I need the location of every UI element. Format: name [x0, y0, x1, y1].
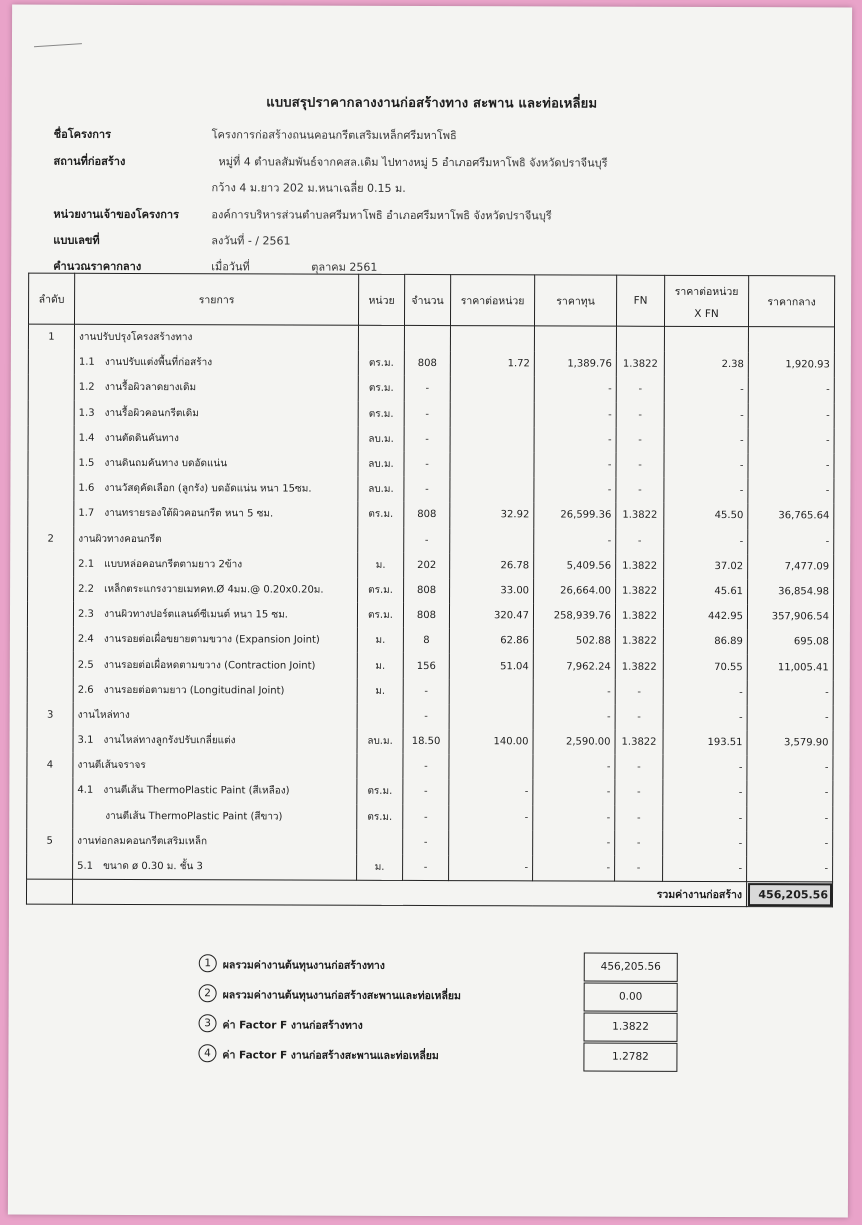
seq-cell [27, 627, 73, 652]
item-row [27, 602, 833, 630]
item-cell [73, 778, 357, 804]
item-cell [74, 476, 358, 502]
seq-cell [27, 854, 73, 880]
item-text: งานปรับแต่งพื้นที่ก่อสร้าง [104, 357, 213, 369]
item-number: 2.6 [77, 684, 94, 696]
fn-cell: 1.3822 [616, 503, 664, 528]
item-number: 1.3 [78, 407, 95, 419]
total-value: 456,205.56 [746, 882, 832, 907]
cost-cell: - [533, 780, 615, 805]
qty-cell: 808 [403, 603, 449, 628]
unit-price-cell [450, 376, 534, 401]
summary-value: 1.2782 [583, 1043, 677, 1072]
unit-cell: ม. [357, 628, 403, 653]
price-fn-cell: - [663, 705, 747, 730]
qty-cell: 202 [404, 553, 450, 578]
mid-price-cell: - [748, 478, 834, 503]
fn-cell: - [616, 478, 664, 503]
cost-cell: 7,962.24 [533, 654, 615, 679]
price-fn-cell: - [663, 856, 747, 882]
unit-price-cell: 32.92 [450, 502, 534, 527]
cost-cell: 2,590.00 [533, 729, 615, 754]
item-text: งานทรายรองใต้ผิวคอนกรีต หนา 5 ซม. [104, 508, 274, 520]
unit-cell [358, 325, 404, 351]
qty-cell: 8 [403, 628, 449, 653]
section-title: งานไหล่ทาง [73, 703, 357, 729]
seq-cell [27, 728, 73, 753]
section-title: งานตีเส้นจราจร [73, 753, 357, 779]
unit-cell: ตร.ม. [358, 401, 404, 426]
unit-cell: ม. [357, 855, 403, 881]
price-fn-cell: - [664, 402, 748, 427]
mid-price-cell: 3,579.90 [747, 730, 833, 755]
item-text: งานตีเส้น ThermoPlastic Paint (สีเหลือง) [103, 785, 290, 797]
fn-cell: 1.3822 [616, 579, 664, 604]
fn-cell: - [616, 528, 664, 553]
total-label: รวมค่างานก่อสร้าง [72, 879, 746, 906]
qty-cell: - [404, 527, 450, 552]
mid-price-cell: - [747, 831, 833, 856]
unit-price-cell: - [449, 855, 533, 881]
mid-price-cell: - [748, 453, 834, 478]
cost-cell: - [534, 477, 616, 502]
price-fn-cell: - [663, 679, 747, 704]
mid-price-cell: 695.08 [747, 629, 833, 654]
cost-table [26, 273, 835, 908]
item-cell [73, 677, 357, 703]
mid-price-cell: - [748, 403, 834, 428]
fn-cell: - [615, 830, 663, 855]
total-row [26, 879, 832, 907]
fn-cell: 1.3822 [615, 629, 663, 654]
price-fn-cell [664, 326, 748, 352]
item-cell [74, 501, 358, 527]
fn-cell: 1.3822 [616, 553, 664, 578]
fn-cell: - [616, 377, 664, 402]
header-price-fn-line1: ราคาต่อหน่วย [674, 285, 739, 298]
fn-cell [616, 326, 664, 352]
seq-cell [28, 551, 74, 576]
unit-price-cell: 62.86 [449, 628, 533, 653]
item-cell [73, 627, 357, 653]
item-cell [73, 728, 357, 754]
price-fn-cell: - [663, 805, 747, 830]
seq-cell [28, 451, 74, 476]
item-number: 5.1 [77, 860, 94, 872]
fn-cell: - [615, 755, 663, 780]
qty-cell: 808 [404, 578, 450, 603]
mid-price-cell: 36,854.98 [748, 579, 834, 604]
item-text: งานวัสดุคัดเลือก (ลูกรัง) บดอัดแน่น หนา 15ซม. [104, 483, 312, 495]
header-unit: หน่วย [358, 274, 404, 325]
fn-cell: - [615, 805, 663, 830]
price-fn-cell: 193.51 [663, 730, 747, 755]
circled-number: 2 [199, 984, 217, 1002]
item-text: งานตัดดินคันทาง [104, 432, 179, 444]
summary-value: 1.3822 [583, 1013, 677, 1042]
unit-cell: ลบ.ม. [357, 729, 403, 754]
item-row [28, 576, 834, 604]
unit-price-cell: - [449, 805, 533, 830]
item-text: แบบหล่อคอนกรีตตามยาว 2ข้าง [104, 558, 243, 571]
mid-price-cell: 357,906.54 [747, 604, 833, 629]
document-page [8, 5, 852, 1218]
item-row [27, 652, 833, 680]
unit-cell [358, 527, 404, 552]
item-cell [74, 551, 358, 577]
fn-cell: - [615, 704, 663, 729]
qty-cell: - [403, 804, 449, 829]
seq-cell: 3 [27, 702, 73, 727]
unit-cell [357, 704, 403, 729]
item-number: 1.1 [78, 357, 95, 369]
unit-cell: ตร.ม. [357, 603, 403, 628]
price-fn-cell: 45.50 [664, 503, 748, 528]
unit-price-cell [450, 452, 534, 477]
unit-price-cell: 320.47 [449, 603, 533, 628]
header-cost: ราคาทุน [534, 275, 616, 326]
unit-price-cell [449, 679, 533, 704]
qty-cell: - [403, 754, 449, 779]
fn-cell: 1.3822 [616, 352, 664, 377]
item-text: งานรอยต่อตามยาว (Longitudinal Joint) [103, 684, 285, 697]
unit-price-cell [449, 704, 533, 729]
circled-number: 3 [199, 1014, 217, 1032]
location-label: สถานที่ก่อสร้าง [53, 154, 126, 168]
item-number: 2.2 [78, 583, 94, 595]
seq-cell [28, 425, 74, 450]
mid-price-cell: 11,005.41 [747, 655, 833, 680]
item-cell [73, 602, 357, 628]
seq-cell [27, 602, 73, 627]
unit-cell: ตร.ม. [358, 502, 404, 527]
item-row [27, 854, 833, 883]
item-text: งานรื้อผิวลาดยางเดิม [104, 382, 197, 394]
price-fn-cell: 70.55 [663, 654, 747, 679]
qty-cell: - [403, 779, 449, 804]
price-fn-cell: - [663, 831, 747, 856]
mid-price-cell: - [747, 705, 833, 730]
unit-cell: ม. [357, 653, 403, 678]
header-mid-price: ราคากลาง [748, 276, 834, 327]
item-row [28, 425, 834, 453]
seq-cell [27, 778, 73, 803]
item-cell [74, 577, 358, 603]
cost-cell: - [534, 427, 616, 452]
unit-price-cell: 1.72 [450, 351, 534, 376]
section-title: งานผิวทางคอนกรีต [74, 526, 358, 552]
plan-value: ลงวันที่ - / 2561 [211, 234, 291, 248]
unit-price-cell [449, 830, 533, 855]
mid-price-cell: 7,477.09 [748, 554, 834, 579]
item-text: งานไหล่ทางลูกรังปรับเกลี่ยแต่ง [103, 734, 236, 747]
item-number: 1.4 [78, 432, 95, 444]
qty-cell: - [403, 830, 449, 855]
item-number: 2.1 [78, 558, 95, 570]
seq-cell [27, 677, 73, 702]
owner-label: หน่วยงานเจ้าของโครงการ [53, 207, 180, 222]
unit-cell: ลบ.ม. [358, 477, 404, 502]
item-row [28, 501, 834, 529]
item-number: 1.5 [78, 457, 95, 469]
header-price-fn [664, 275, 748, 326]
unit-price-cell: 26.78 [450, 553, 534, 578]
item-cell [74, 400, 358, 426]
fn-cell: - [615, 679, 663, 704]
mid-price-cell [748, 327, 834, 353]
section-row [27, 702, 833, 730]
fn-cell: - [616, 402, 664, 427]
item-row [27, 627, 833, 655]
item-row [28, 551, 834, 579]
mid-price-cell: - [747, 806, 833, 831]
price-fn-cell: - [664, 478, 748, 503]
cost-cell: - [533, 704, 615, 729]
unit-cell: ตร.ม. [358, 376, 404, 401]
calc-value: เมื่อวันที่ [211, 260, 250, 274]
unit-cell [357, 829, 403, 854]
seq-cell [28, 476, 74, 501]
unit-cell: ตร.ม. [357, 804, 403, 829]
price-fn-cell: 442.95 [663, 604, 747, 629]
unit-cell: ตร.ม. [358, 578, 404, 603]
seq-cell [27, 803, 73, 828]
item-cell [74, 350, 358, 376]
cost-cell: 26,664.00 [534, 578, 616, 603]
price-fn-cell: - [663, 755, 747, 780]
fn-cell: 1.3822 [615, 654, 663, 679]
mid-price-cell: 1,920.93 [748, 352, 834, 377]
unit-cell: ลบ.ม. [358, 426, 404, 451]
qty-cell: 18.50 [403, 729, 449, 754]
qty-cell: - [404, 376, 450, 401]
item-text: ขนาด ø 0.30 ม. ชั้น 3 [103, 860, 203, 873]
item-row [27, 728, 833, 756]
plan-label: แบบเลขที่ [53, 233, 100, 247]
cost-cell: 502.88 [533, 629, 615, 654]
price-fn-cell: - [664, 377, 748, 402]
mid-price-cell: - [747, 856, 833, 882]
seq-cell [27, 652, 73, 677]
section-row [27, 753, 833, 781]
item-number: 2.4 [77, 634, 94, 646]
calc-date: ตุลาคม 2561 [311, 260, 378, 274]
qty-cell: - [404, 427, 450, 452]
qty-cell [404, 325, 450, 351]
seq-cell [28, 375, 74, 400]
unit-price-cell [450, 528, 534, 553]
price-fn-cell: - [664, 528, 748, 553]
cost-cell: - [533, 830, 615, 855]
qty-cell: - [403, 679, 449, 704]
fn-cell: - [616, 427, 664, 452]
section-row [28, 324, 834, 353]
fn-cell: - [616, 453, 664, 478]
calc-label: คำนวณราคากลาง [53, 259, 142, 273]
item-text: งานดินถมคันทาง บดอัดแน่น [104, 457, 228, 470]
price-fn-cell: - [664, 428, 748, 453]
header-item: รายการ [74, 273, 358, 325]
seq-cell [28, 576, 74, 601]
seq-cell [28, 501, 74, 526]
cost-cell: - [533, 855, 615, 881]
seq-cell: 4 [27, 753, 73, 778]
qty-cell: - [403, 855, 449, 881]
item-row [28, 350, 834, 378]
unit-price-cell [450, 326, 534, 352]
cost-cell: 258,939.76 [533, 603, 615, 628]
cost-cell: - [534, 528, 616, 553]
price-fn-cell: - [663, 780, 747, 805]
item-cell [74, 375, 358, 401]
summary-label: ค่า Factor F งานก่อสร้างทาง [222, 1019, 363, 1032]
cost-cell: - [534, 402, 616, 427]
item-row [27, 803, 833, 831]
header-fn: FN [616, 275, 664, 326]
unit-cell: ม. [358, 552, 404, 577]
project-value: โครงการก่อสร้างถนนคอนกรีตเสริมเหล็กศรีมหาโพธิ [211, 128, 457, 143]
cost-cell: - [534, 377, 616, 402]
unit-price-cell [449, 754, 533, 779]
seq-cell [28, 400, 74, 425]
cost-cell: - [533, 805, 615, 830]
cost-cell: - [534, 452, 616, 477]
mid-price-cell: - [748, 529, 834, 554]
unit-cell: ลบ.ม. [358, 452, 404, 477]
unit-price-cell: 140.00 [449, 729, 533, 754]
fn-cell: 1.3822 [615, 730, 663, 755]
item-cell [74, 451, 358, 477]
pen-mark [34, 43, 82, 47]
item-number: 1.7 [78, 508, 95, 520]
cost-cell: - [533, 679, 615, 704]
section-title: งานท่อกลมคอนกรีตเสริมเหล็ก [73, 829, 357, 855]
qty-cell: - [404, 477, 450, 502]
unit-price-cell [450, 477, 534, 502]
summary-value: 456,205.56 [584, 953, 678, 982]
qty-cell: 808 [404, 351, 450, 376]
summary-label: ผลรวมค่างานต้นทุนงานก่อสร้างทาง [222, 959, 385, 972]
price-fn-cell: - [664, 453, 748, 478]
project-label: ชื่อโครงการ [53, 127, 112, 141]
item-row [27, 778, 833, 806]
header-qty: จำนวน [404, 274, 450, 325]
owner-value: องค์การบริหารส่วนตำบลศรีมหาโพธิ อำเภอศรีมหาโพธิ จังหวัดปราจีนบุรี [211, 208, 552, 223]
qty-cell: 156 [403, 653, 449, 678]
qty-cell: - [403, 704, 449, 729]
unit-price-cell: - [449, 779, 533, 804]
header-seq: ลำดับ [28, 273, 74, 324]
item-row [28, 476, 834, 504]
summary-label: ค่า Factor F งานก่อสร้างสะพานและท่อเหลี่ยม [222, 1049, 439, 1063]
unit-price-cell: 33.00 [450, 578, 534, 603]
fn-cell: - [615, 856, 663, 882]
header-price-fn-line2: X FN [694, 307, 719, 320]
mid-price-cell: 36,765.64 [748, 503, 834, 528]
section-row [28, 526, 834, 554]
location-value: หมู่ที่ 4 ตำบลสัมพันธ์จากคสล.เดิม ไปทางหมู่ 5 อำเภอศรีมหาโพธิ จังหวัดปราจีนบุรี [218, 155, 608, 170]
item-number: 4.1 [77, 785, 94, 797]
price-fn-cell: 45.61 [664, 579, 748, 604]
circled-number: 1 [199, 954, 217, 972]
section-row [27, 828, 833, 856]
cost-cell: - [533, 755, 615, 780]
header-unit-price: ราคาต่อหน่วย [450, 275, 534, 326]
unit-price-cell [450, 427, 534, 452]
qty-cell: - [404, 401, 450, 426]
mid-price-cell: - [747, 755, 833, 780]
item-row [28, 400, 834, 428]
item-text: เหล็กตระแกรงวายเมทคท.Ø 4มม.@ 0.20x0.20ม. [104, 583, 324, 596]
fn-cell: - [615, 780, 663, 805]
seq-cell: 1 [28, 324, 74, 350]
item-text: งานผิวทางปอร์ตแลนด์ซีเมนต์ หนา 15 ซม. [103, 609, 289, 621]
item-text: งานรื้อผิวคอนกรีตเดิม [104, 407, 199, 419]
item-text: งานรอยต่อเผื่อขยายตามขวาง (Expansion Joint) [103, 634, 320, 646]
seq-cell [28, 350, 74, 375]
mid-price-cell: - [748, 377, 834, 402]
unit-cell: ตร.ม. [357, 779, 403, 804]
unit-cell: ตร.ม. [358, 351, 404, 376]
price-fn-cell: 2.38 [664, 352, 748, 377]
item-number: 1.6 [78, 482, 95, 495]
item-row [27, 677, 833, 705]
item-row [28, 375, 834, 403]
unit-cell: ม. [357, 678, 403, 703]
circled-number: 4 [198, 1044, 216, 1062]
mid-price-cell: - [748, 428, 834, 453]
qty-cell: 808 [404, 502, 450, 527]
cost-cell: 26,599.36 [534, 503, 616, 528]
item-cell [74, 426, 358, 452]
item-cell [73, 652, 357, 678]
price-fn-cell: 86.89 [663, 629, 747, 654]
dimensions-value: กว้าง 4 ม.ยาว 202 ม.หนาเฉลี่ย 0.15 ม. [211, 181, 406, 195]
cost-cell [534, 326, 616, 352]
cost-cell: 1,389.76 [534, 352, 616, 377]
seq-cell: 5 [27, 828, 73, 853]
seq-cell: 2 [28, 526, 74, 551]
item-cell [73, 854, 357, 881]
item-text: งานรอยต่อเผื่อหดตามขวาง (Contraction Joint) [103, 659, 316, 672]
summary-label: ผลรวมค่างานต้นทุนงานก่อสร้างสะพานและท่อเหลี่ยม [222, 989, 462, 1003]
unit-price-cell [450, 402, 534, 427]
item-number: 2.3 [77, 608, 94, 620]
mid-price-cell: - [747, 780, 833, 805]
summary-value: 0.00 [584, 983, 678, 1012]
item-text: งานตีเส้น ThermoPlastic Paint (สีขาว) [105, 810, 283, 823]
unit-cell [357, 754, 403, 779]
qty-cell: - [404, 452, 450, 477]
item-number: 2.5 [77, 659, 94, 671]
section-title: งานปรับปรุงโครงสร้างทาง [74, 324, 358, 351]
item-cell [73, 803, 357, 829]
item-number: 3.1 [77, 734, 94, 746]
fn-cell: 1.3822 [615, 604, 663, 629]
table-header-row [28, 273, 834, 327]
mid-price-cell: - [747, 680, 833, 705]
cost-cell: 5,409.56 [534, 553, 616, 578]
price-fn-cell: 37.02 [664, 554, 748, 579]
document-title: แบบสรุปราคากลางงานก่อสร้างทาง สะพาน และท่อเหลี่ยม [266, 95, 598, 112]
item-row [28, 451, 834, 479]
item-number: 1.2 [78, 382, 95, 394]
unit-price-cell: 51.04 [449, 654, 533, 679]
